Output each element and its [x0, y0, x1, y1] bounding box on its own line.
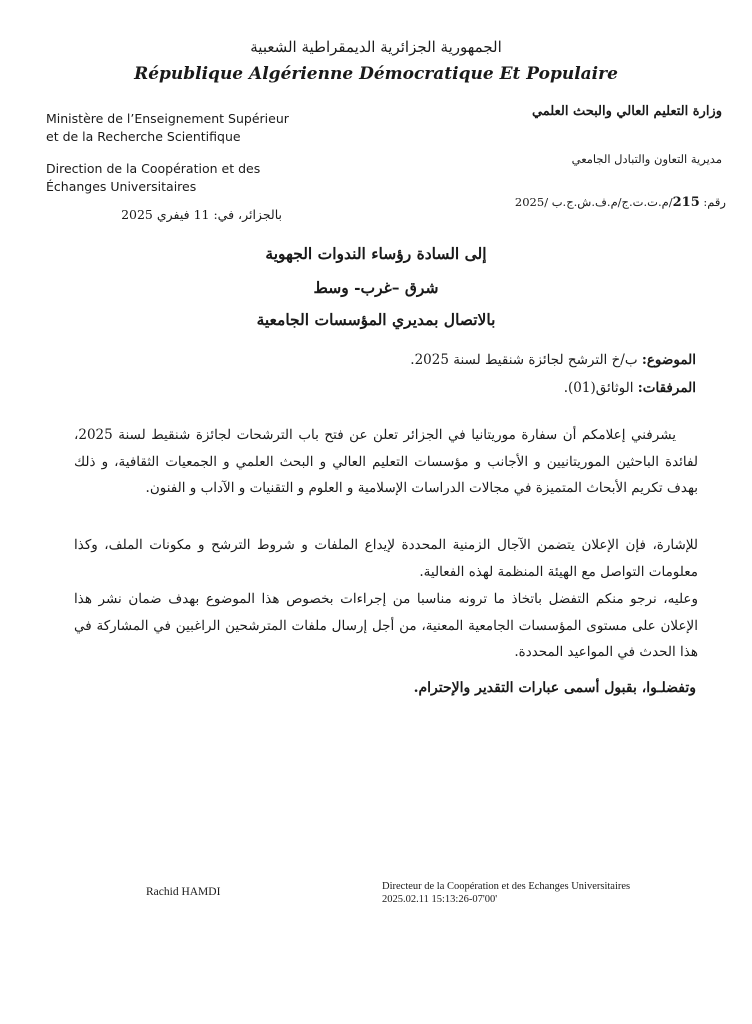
- republic-name-arabic: الجمهورية الجزائرية الديمقراطية الشعبية: [250, 38, 502, 56]
- recipient-line2: شرق –غرب- وسط: [313, 278, 439, 297]
- body-paragraph-2: للإشارة، فإن الإعلان يتضمن الآجال الزمنية المحددة لإيداع الملفات و شروط الترشح و مكونات الملف، وكذا معلومات التواصل مع الهيئة المنظمة لهذه الفعالية.: [74, 537, 698, 580]
- subject-text: ب/خ الترشح لجائزة شنقيط لسنة 2025.: [410, 352, 642, 368]
- reference-number-value: 215: [672, 195, 700, 210]
- direction-name-fr-line2: Échanges Universitaires: [46, 179, 197, 194]
- digital-signature-block: [382, 880, 722, 906]
- body-paragraph-1: يشرفني إعلامكم أن سفارة موريتانيا في الجزائر تعلن عن فتح باب الترشحات لجائزة شنقيط لسنة 2025، لفائدة الباحثين الموريتانيين و الأجانب و مؤسسات التعليم العالي و البحث العلمي و الجمعيات الثقافية، و ذلك بهدف تكريم الأبحاث المتميزة في مجالات الدراسات الإسلامية و العلوم و التقنيات و الآداب و الفنون.: [74, 427, 698, 496]
- subject-label: الموضوع:: [641, 352, 696, 368]
- attachments-label: المرفقات:: [637, 380, 696, 396]
- closing-line: وتفضلـوا، بقبول أسمى عبارات التقدير والإحترام.: [413, 680, 696, 696]
- ministry-name-arabic: وزارة التعليم العالي والبحث العلمي: [531, 104, 722, 119]
- attachments-text: الوثائق(01).: [563, 380, 638, 396]
- attachments-line: [96, 380, 696, 396]
- recipient-line3: بالاتصال بمديري المؤسسات الجامعية: [256, 310, 496, 329]
- recipient-line1: إلى السادة رؤساء الندوات الجهوية: [265, 244, 487, 263]
- reference-suffix: /م.ت.ت.ج/م.ف.ش.ج.ب /2025: [514, 195, 673, 209]
- reference-label: رقم:: [703, 195, 726, 209]
- signatory-title: Directeur de la Coopération et des Echanges Universitaires: [382, 881, 631, 892]
- signatory-name: Rachid HAMDI: [146, 886, 221, 898]
- reference-number: [426, 195, 726, 210]
- ministry-name-fr-line2: et de la Recherche Scientifique: [46, 129, 241, 144]
- body-paragraph-3: وعليه، نرجو منكم التفضل باتخاذ ما ترونه مناسبا من إجراءات بخصوص هذا الموضوع بهدف ضمان نشر هذا الإعلان على مستوى المؤسسات الجامعية المعنية، من أجل إرسال ملفات المترشحين الراغبين في المشاركة في هذا الحدث في المواعيد المحددة.: [74, 591, 698, 660]
- date-place: بالجزائر، في: 11 فيفري 2025: [121, 207, 282, 222]
- direction-name-fr-line1: Direction de la Coopération et des: [46, 161, 261, 176]
- subject-line: [96, 352, 696, 368]
- ministry-name-fr-line1: Ministère de l’Enseignement Supérieur: [46, 111, 289, 126]
- direction-name-arabic: مديرية التعاون والتبادل الجامعي: [571, 152, 722, 166]
- signature-timestamp: 2025.02.11 15:13:26-07'00': [382, 894, 498, 905]
- republic-name-french: République Algérienne Démocratique Et Populaire: [134, 64, 618, 84]
